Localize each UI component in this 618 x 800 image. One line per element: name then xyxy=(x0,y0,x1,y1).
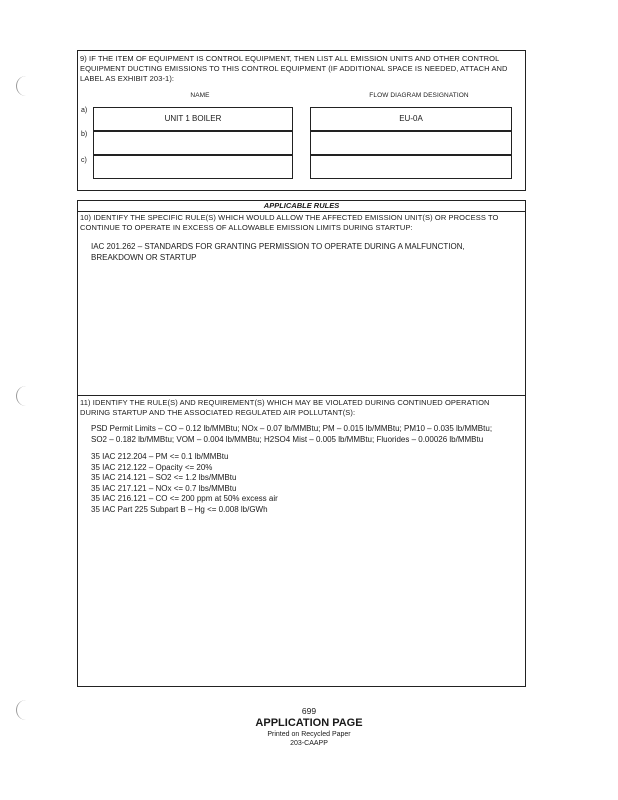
flow-designation-field-b[interactable] xyxy=(310,131,512,155)
column-header-flow-designation: FLOW DIAGRAM DESIGNATION xyxy=(369,92,469,99)
regulation-item: 35 IAC Part 225 Subpart B – Hg <= 0.008 lb/GWh xyxy=(91,504,268,514)
row-letter: c) xyxy=(81,157,87,164)
footer-title: APPLICATION PAGE xyxy=(255,717,363,729)
page-number: 699 xyxy=(301,706,317,716)
psd-permit-limits-line-1: PSD Permit Limits – CO – 0.12 lb/MMBtu; NOx – 0.07 lb/MMBtu; PM – 0.015 lb/MMBtu; PM10 – 0.035 lb/MMBtu; xyxy=(91,424,493,433)
form-id: 203-CAAPP xyxy=(290,740,328,747)
hole-punch-mark xyxy=(16,76,27,96)
applicable-rules-title: APPLICABLE RULES xyxy=(263,201,340,210)
regulation-item: 35 IAC 214.121 – SO2 <= 1.2 lbs/MMBtu xyxy=(91,473,237,482)
regulation-item: 35 IAC 216.121 – CO <= 200 ppm at 50% excess air xyxy=(91,494,278,503)
hole-punch-mark xyxy=(16,386,27,406)
question-10-answer[interactable]: IAC 201.262 – STANDARDS FOR GRANTING PERMISSION TO OPERATE DURING A MALFUNCTION, BREAKDOWN OR STARTUP xyxy=(91,242,465,262)
row-letter: a) xyxy=(81,107,88,114)
row-letter: b) xyxy=(81,131,88,138)
question-10: 10) IDENTIFY THE SPECIFIC RULE(S) WHICH WOULD ALLOW THE AFFECTED EMISSION UNIT(S) OR PROCESS TO CONTINUE TO OPERATE IN EXCESS OF ALLOWABLE EMISSION LIMITS DURING STARTUP: xyxy=(80,213,499,232)
question-11: 11) IDENTIFY THE RULE(S) AND REQUIREMENT(S) WHICH MAY BE VIOLATED DURING CONTINUED OPERATION DURING STARTUP AND THE ASSOCIATED REGULATED AIR POLLUTANT(S): xyxy=(80,398,490,417)
regulation-list xyxy=(91,452,511,515)
regulation-item: 35 IAC 217.121 – NOx <= 0.7 lbs/MMBtu xyxy=(91,483,237,493)
regulation-item: 35 IAC 212.122 – Opacity <= 20% xyxy=(91,462,213,472)
psd-permit-limits-line-2: SO2 – 0.182 lb/MMBtu; VOM – 0.004 lb/MMBtu; H2SO4 Mist – 0.005 lb/MMBtu; Fluorides – 0.00026 lb/MMBtu xyxy=(91,435,484,444)
name-field-c[interactable] xyxy=(93,155,293,179)
regulation-item: 35 IAC 212.204 – PM <= 0.1 lb/MMBtu xyxy=(91,452,229,461)
name-field-b[interactable] xyxy=(93,131,293,155)
flow-designation-field-c[interactable] xyxy=(310,155,512,179)
divider xyxy=(77,211,526,212)
printed-on-recycled-paper: Printed on Recycled Paper xyxy=(267,731,351,738)
name-field-a[interactable]: UNIT 1 BOILER xyxy=(93,107,293,131)
section-9-question: 9) IF THE ITEM OF EQUIPMENT IS CONTROL EQUIPMENT, THEN LIST ALL EMISSION UNITS AND OTHER CONTROL EQUIPMENT DUCTING EMISSIONS TO THIS CONTROL EQUIPMENT (IF ADDITIONAL SPACE IS NEEDED, ATTACH AND LABEL AS EXHIBIT 203-1): xyxy=(80,54,508,83)
flow-designation-field-a[interactable]: EU-0A xyxy=(310,107,512,131)
divider xyxy=(77,395,526,396)
column-header-name: NAME xyxy=(190,92,210,99)
